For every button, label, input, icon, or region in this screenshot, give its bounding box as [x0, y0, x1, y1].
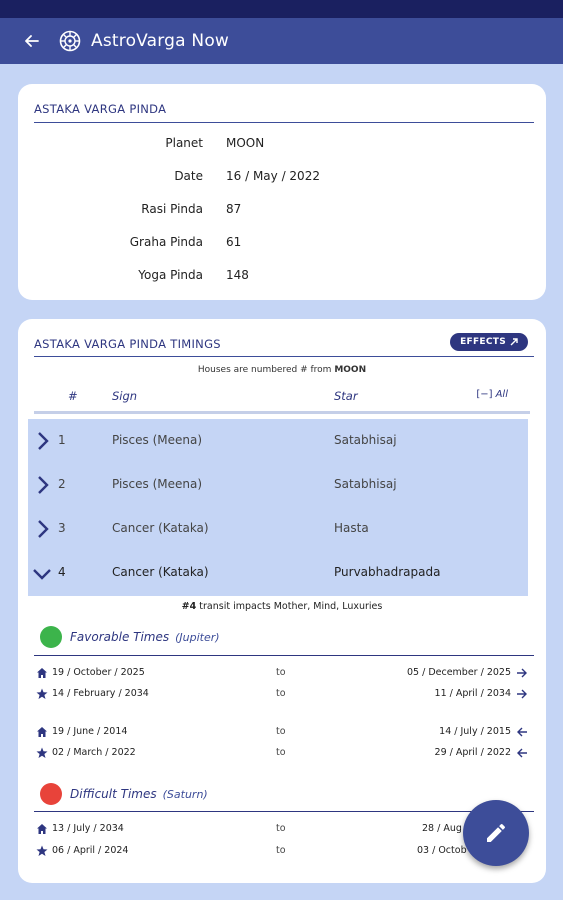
difficult-planet: (Saturn): [162, 787, 208, 801]
table-row-expanded[interactable]: [28, 551, 528, 595]
edit-fab-button[interactable]: [463, 800, 529, 866]
period-from: 06 / April / 2024: [52, 845, 129, 856]
header-sign: Sign: [112, 389, 138, 403]
home-icon: [36, 823, 48, 835]
period-from: 14 / February / 2034: [52, 688, 149, 699]
arrow-left-icon: [516, 747, 528, 759]
chevron-right-icon: [36, 519, 50, 539]
header-divider: [34, 411, 530, 414]
period-from: 13 / July / 2034: [52, 823, 124, 834]
row-sign: Cancer (Kataka): [112, 521, 209, 535]
impact-text: transit impacts Mother, Mind, Luxuries: [199, 601, 383, 612]
row-star: Satabhisaj: [334, 433, 397, 447]
period-row: [18, 666, 546, 682]
period-to: to: [276, 823, 286, 834]
graha-pinda-row: [18, 235, 546, 255]
chevron-right-icon: [36, 475, 50, 495]
period-to: to: [276, 688, 286, 699]
open-external-icon: [510, 338, 518, 346]
period-to: to: [276, 667, 286, 678]
yoga-pinda-label: Yoga Pinda: [138, 268, 203, 282]
favorable-divider: [34, 655, 534, 656]
pinda-card: [18, 84, 546, 300]
app-bar: [0, 18, 563, 64]
table-row[interactable]: [28, 507, 528, 551]
home-icon: [36, 726, 48, 738]
row-sign: Pisces (Meena): [112, 477, 203, 491]
arrow-right-icon: [516, 667, 528, 679]
star-icon: [36, 747, 48, 759]
graha-pinda-label: Graha Pinda: [129, 235, 203, 249]
planet-label: Planet: [165, 136, 203, 150]
row-sign: Pisces (Meena): [112, 433, 203, 447]
impact-house: #4: [181, 601, 197, 612]
period-till: 11 / April / 2034: [434, 688, 511, 699]
row-star: Satabhisaj: [334, 477, 397, 491]
effects-button[interactable]: [450, 333, 528, 351]
houses-note-planet: MOON: [334, 365, 367, 375]
planet-row: [18, 136, 546, 156]
period-from: 02 / March / 2022: [52, 747, 136, 758]
house-table: [28, 419, 528, 596]
period-row: [18, 746, 546, 762]
rasi-pinda-label: Rasi Pinda: [141, 202, 203, 216]
collapse-all-toggle[interactable]: [476, 389, 508, 400]
date-label: Date: [174, 169, 203, 183]
arrow-left-icon: [516, 726, 528, 738]
header-num: #: [68, 389, 78, 403]
status-bar: [0, 0, 563, 18]
difficult-divider: [34, 811, 534, 812]
period-to: to: [276, 845, 286, 856]
yoga-pinda-row: [18, 268, 546, 288]
timings-card: [18, 319, 546, 883]
row-num: 1: [58, 433, 66, 447]
period-till: 03 / Octob: [417, 845, 467, 856]
collapse-bracket: [−]: [476, 389, 493, 400]
period-row: [18, 687, 546, 703]
row-num: 3: [58, 521, 66, 535]
app-title: AstroVarga Now: [91, 31, 230, 51]
houses-note-text: Houses are numbered # from: [197, 365, 332, 375]
date-value: 16 / May / 2022: [226, 169, 320, 183]
period-till: 05 / December / 2025: [406, 667, 511, 678]
row-star: Hasta: [334, 521, 369, 535]
favorable-title: Favorable Times: [70, 630, 170, 644]
rasi-pinda-value: 87: [226, 202, 242, 216]
back-arrow-icon[interactable]: [22, 31, 42, 51]
chevron-down-icon: [32, 567, 52, 581]
graha-pinda-value: 61: [226, 235, 242, 249]
period-from: 19 / June / 2014: [52, 726, 128, 737]
difficult-dot: [40, 783, 62, 805]
period-from: 19 / October / 2025: [52, 667, 145, 678]
period-till: 28 / Aug: [422, 823, 462, 834]
pinda-card-title: ASTAKA VARGA PINDA: [34, 102, 167, 116]
houses-note: [18, 365, 546, 375]
row-num: 2: [58, 477, 66, 491]
favorable-header: [40, 625, 220, 649]
collapse-all-label: All: [495, 389, 508, 400]
table-row[interactable]: [28, 419, 528, 463]
planet-value: MOON: [226, 136, 265, 150]
home-icon: [36, 667, 48, 679]
favorable-dot: [40, 626, 62, 648]
header-star: Star: [334, 389, 358, 403]
arrow-right-icon: [516, 688, 528, 700]
timings-card-title: ASTAKA VARGA PINDA TIMINGS: [34, 337, 221, 351]
chevron-right-icon: [36, 431, 50, 451]
row-num: 4: [58, 565, 66, 579]
difficult-header: [40, 782, 208, 806]
title-divider: [34, 356, 534, 357]
period-till: 14 / July / 2015: [439, 726, 511, 737]
table-row[interactable]: [28, 463, 528, 507]
title-divider: [34, 122, 534, 123]
star-icon: [36, 845, 48, 857]
period-row: [18, 725, 546, 741]
difficult-title: Difficult Times: [70, 787, 157, 801]
row-star: Purvabhadrapada: [334, 565, 441, 579]
star-icon: [36, 688, 48, 700]
date-row: [18, 169, 546, 189]
rasi-pinda-row: [18, 202, 546, 222]
favorable-planet: (Jupiter): [175, 630, 220, 644]
period-to: to: [276, 726, 286, 737]
yoga-pinda-value: 148: [226, 268, 249, 282]
row-sign: Cancer (Kataka): [112, 565, 209, 579]
period-till: 29 / April / 2022: [434, 747, 511, 758]
effects-button-label: EFFECTS: [460, 337, 506, 347]
pencil-icon: [484, 821, 508, 845]
astro-wheel-icon: [59, 30, 81, 52]
impact-note: [18, 601, 546, 612]
period-to: to: [276, 747, 286, 758]
